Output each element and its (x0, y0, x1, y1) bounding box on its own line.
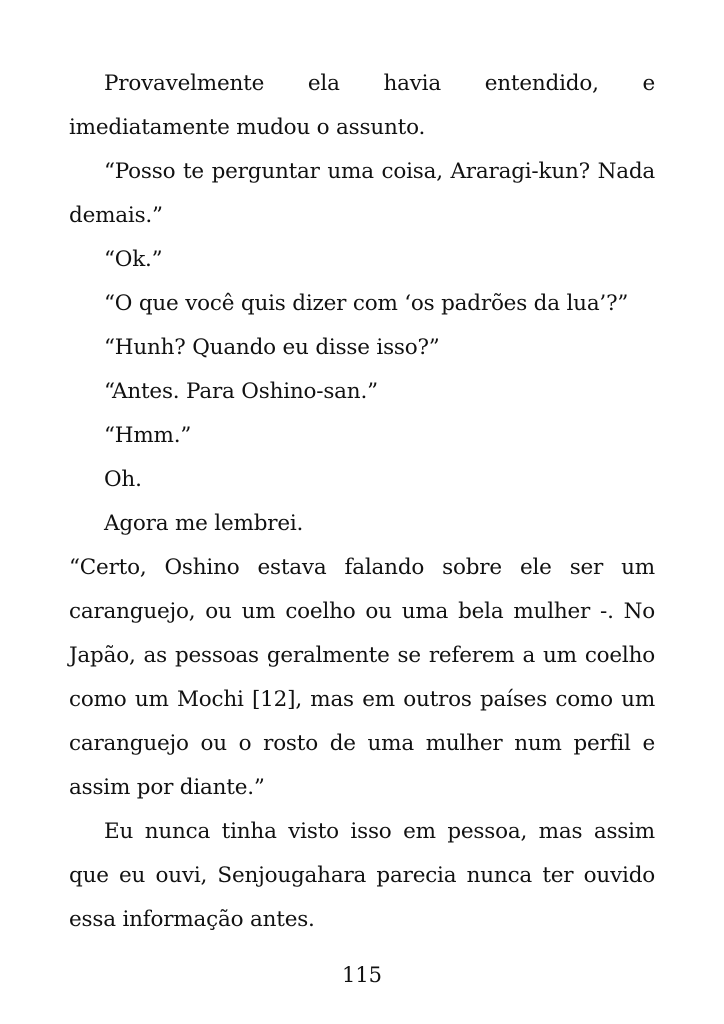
paragraph-5: “Hunh? Quando eu disse isso?” (104, 335, 440, 360)
paragraph-9: Agora me lembrei. (104, 511, 304, 536)
paragraph-3: “Ok.” (104, 247, 163, 272)
paragraph-10: “Certo, Oshino estava falando sobre ele ser um caranguejo, ou um coelho ou uma bela mulher -. No Japão, as pessoas geralmente se referem a um coelho como um Mochi [12], mas em outros países como um caranguejo ou o rosto de uma mulher num perfil e assim por diante.” (69, 555, 655, 800)
paragraph-11: Eu nunca tinha visto isso em pessoa, mas assim que eu ouvi, Senjougahara parecia nunca ter ouvido essa informação antes. (69, 819, 655, 932)
paragraph-6: “Antes. Para Oshino-san.” (104, 379, 378, 404)
paragraph-1: Provavelmente ela havia entendido, e imediatamente mudou o assunto. (69, 71, 655, 140)
page-body (69, 62, 655, 942)
page-number: 115 (341, 963, 383, 987)
paragraph-7: “Hmm.” (104, 423, 192, 448)
paragraph-4: “O que você quis dizer com ‘os padrões da lua’?” (104, 291, 629, 316)
paragraph-8: Oh. (104, 467, 142, 492)
paragraph-2: “Posso te perguntar uma coisa, Araragi-kun? Nada demais.” (69, 159, 655, 228)
